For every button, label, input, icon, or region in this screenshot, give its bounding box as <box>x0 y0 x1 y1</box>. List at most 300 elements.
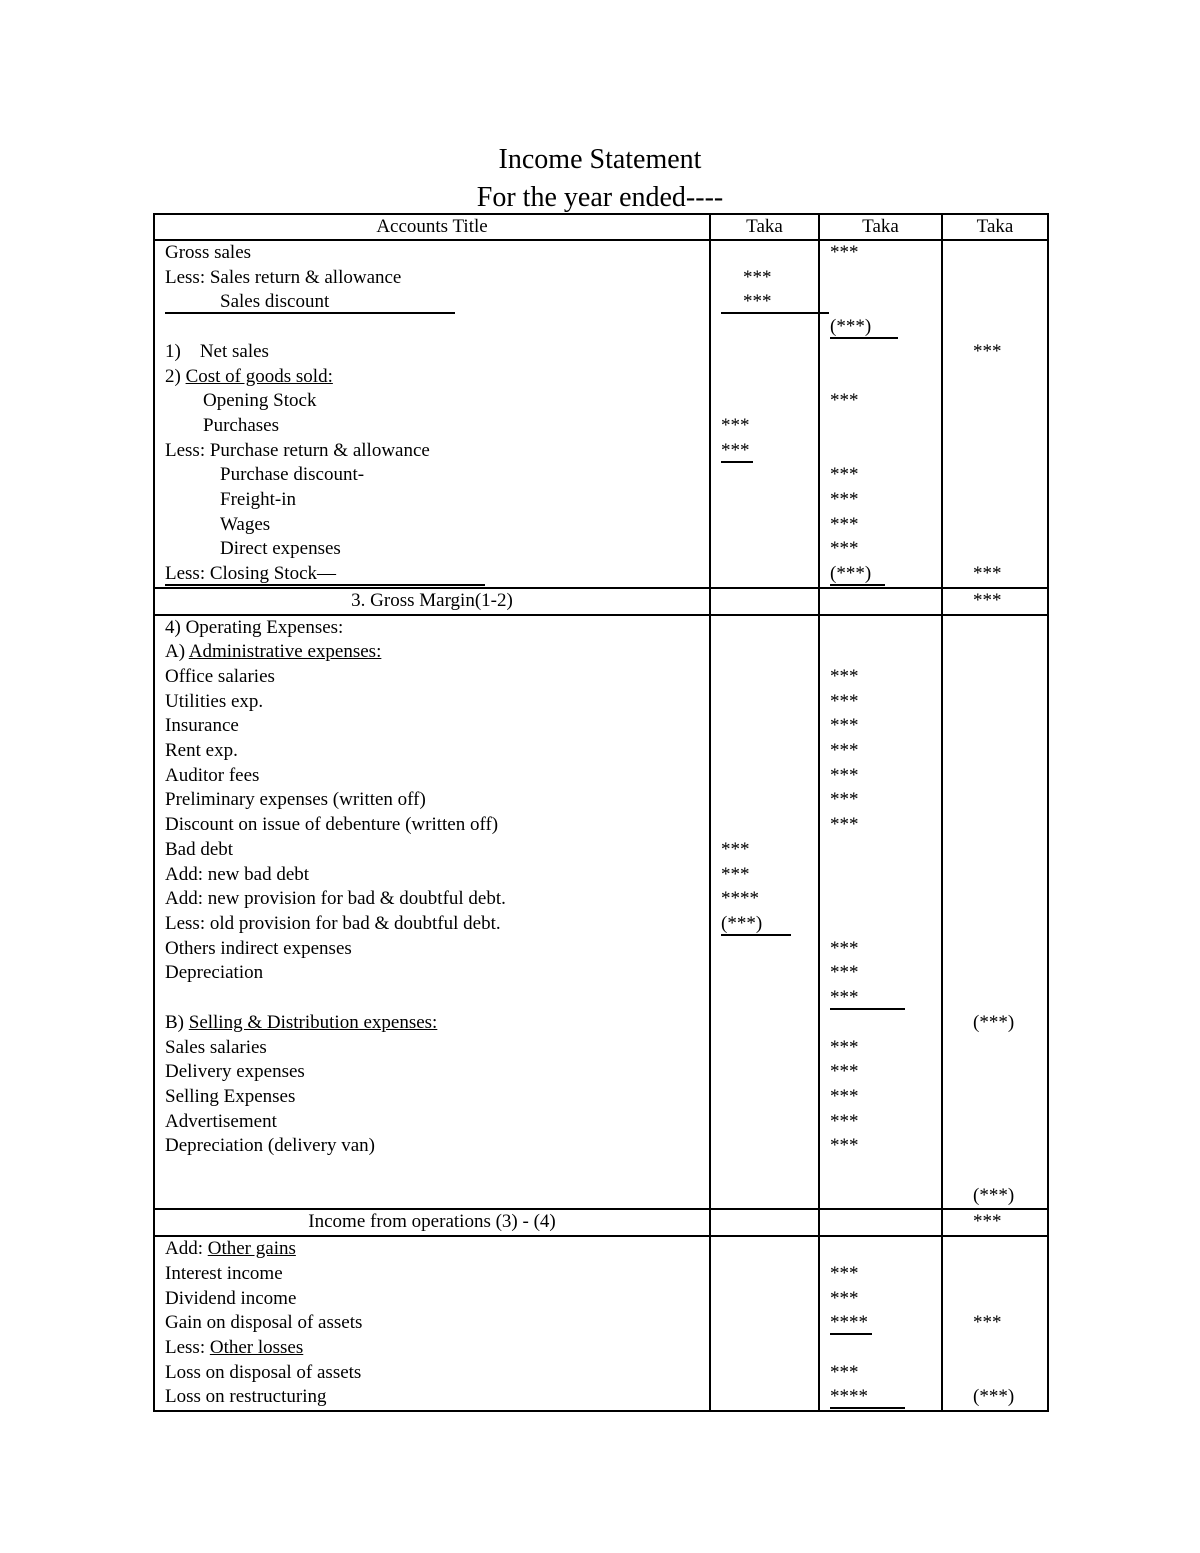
row-label-text: Selling Expenses <box>165 1085 296 1107</box>
row-label-text: Preliminary expenses (written off) <box>165 789 426 811</box>
table-row <box>154 1134 1048 1159</box>
amount-c3 <box>942 764 1048 789</box>
amount-c2 <box>819 665 942 690</box>
table-row <box>154 1085 1048 1110</box>
amount-c3 <box>942 1209 1048 1236</box>
row-label <box>154 640 710 665</box>
table-row <box>154 1209 1048 1236</box>
table-row <box>154 690 1048 715</box>
amount-value: *** <box>973 340 1002 362</box>
amount-c2 <box>819 764 942 789</box>
amount-value: *** <box>830 764 859 786</box>
amount-c2 <box>819 937 942 962</box>
amount-c2 <box>819 1184 942 1210</box>
amount-value: **** <box>721 888 759 910</box>
table-row <box>154 1336 1048 1361</box>
amount-value: *** <box>830 1110 859 1132</box>
amount-value: *** <box>973 1211 1002 1233</box>
table-row <box>154 1110 1048 1135</box>
amount-value: *** <box>830 789 859 811</box>
table-row <box>154 615 1048 641</box>
amount-c3 <box>942 414 1048 439</box>
amount-c2 <box>819 315 942 340</box>
table-row <box>154 1036 1048 1061</box>
row-label <box>154 665 710 690</box>
amount-c2 <box>819 1385 942 1411</box>
row-label <box>154 340 710 365</box>
row-label-prefix: A) <box>165 641 189 663</box>
row-label <box>154 1209 710 1236</box>
amount-c3 <box>942 1060 1048 1085</box>
amount-c1 <box>710 640 819 665</box>
amount-value: *** <box>830 1262 859 1284</box>
row-label-prefix: Add: <box>165 1238 208 1260</box>
amount-c3 <box>942 788 1048 813</box>
amount-c1 <box>710 439 819 464</box>
amount-c3 <box>942 615 1048 641</box>
amount-value: *** <box>830 1085 859 1107</box>
row-label-text: Less: Purchase return & allowance <box>165 439 430 461</box>
row-label <box>154 1011 710 1036</box>
amount-value: *** <box>830 715 859 737</box>
amount-c1 <box>710 1236 819 1262</box>
row-label <box>154 463 710 488</box>
row-label-text: Less: Sales return & allowance <box>165 266 402 288</box>
amount-c2 <box>819 240 942 266</box>
amount-c3 <box>942 937 1048 962</box>
table-row <box>154 439 1048 464</box>
row-label-text: Add: new bad debt <box>165 863 310 885</box>
amount-c2 <box>819 588 942 615</box>
table-row <box>154 588 1048 615</box>
row-label-text: Rent exp. <box>165 740 238 762</box>
amount-c3 <box>942 1336 1048 1361</box>
table-row <box>154 813 1048 838</box>
row-label-prefix: B) <box>165 1011 189 1033</box>
amount-c2 <box>819 640 942 665</box>
statement-title: Income Statement <box>498 144 702 175</box>
row-label-text: Income from operations (3) - (4) <box>308 1211 556 1233</box>
table-row <box>154 764 1048 789</box>
amount-c3 <box>942 365 1048 390</box>
amount-value: *** <box>721 863 750 885</box>
row-label-text: Purchases <box>203 414 279 436</box>
amount-c3 <box>942 266 1048 291</box>
row-label-text: Less: Closing Stock— <box>165 564 485 586</box>
row-label <box>154 863 710 888</box>
amount-c1 <box>710 414 819 439</box>
amount-c3 <box>942 1262 1048 1287</box>
table-row <box>154 986 1048 1011</box>
amount-c2 <box>819 1036 942 1061</box>
row-label-text: Administrative expenses: <box>188 641 382 663</box>
amount-c2 <box>819 986 942 1011</box>
amount-c3 <box>942 1011 1048 1036</box>
amount-value: *** <box>830 513 859 535</box>
amount-c1 <box>710 1085 819 1110</box>
amount-c3 <box>942 1361 1048 1386</box>
amount-c2 <box>819 1011 942 1036</box>
table-row <box>154 1262 1048 1287</box>
amount-c3 <box>942 340 1048 365</box>
amount-c3 <box>942 665 1048 690</box>
amount-c3 <box>942 1385 1048 1411</box>
amount-value: **** <box>830 1387 905 1409</box>
table-row <box>154 488 1048 513</box>
row-label <box>154 513 710 538</box>
table-row <box>154 838 1048 863</box>
amount-c3 <box>942 961 1048 986</box>
table-row <box>154 1361 1048 1386</box>
row-label-text: Other gains <box>207 1238 296 1260</box>
amount-c1 <box>710 1110 819 1135</box>
amount-c3 <box>942 513 1048 538</box>
amount-c1 <box>710 1134 819 1159</box>
amount-c3 <box>942 863 1048 888</box>
amount-c2 <box>819 340 942 365</box>
amount-c1 <box>710 690 819 715</box>
amount-c1 <box>710 1311 819 1336</box>
amount-c3 <box>942 1287 1048 1312</box>
amount-c2 <box>819 488 942 513</box>
row-label-text: Purchase discount- <box>220 464 365 486</box>
amount-c3 <box>942 739 1048 764</box>
amount-c2 <box>819 714 942 739</box>
row-label-text: Others indirect expenses <box>165 937 352 959</box>
table-row <box>154 912 1048 937</box>
amount-c3 <box>942 690 1048 715</box>
amount-value: *** <box>830 1036 859 1058</box>
amount-c1 <box>710 665 819 690</box>
amount-c1 <box>710 764 819 789</box>
amount-value: *** <box>973 1312 1002 1334</box>
statement-subtitle: For the year ended---- <box>476 182 724 213</box>
amount-value: *** <box>830 242 859 263</box>
amount-c3 <box>942 1134 1048 1159</box>
row-label <box>154 1385 710 1411</box>
amount-c1 <box>710 813 819 838</box>
amount-value: *** <box>721 838 750 860</box>
row-label <box>154 290 710 315</box>
row-label-text: Office salaries <box>165 665 275 687</box>
amount-c2 <box>819 838 942 863</box>
amount-c2 <box>819 788 942 813</box>
amount-c3 <box>942 389 1048 414</box>
amount-value: *** <box>830 390 859 412</box>
amount-value: **** <box>830 1313 872 1335</box>
amount-value: *** <box>973 589 1002 611</box>
amount-c3 <box>942 439 1048 464</box>
amount-c1 <box>710 513 819 538</box>
amount-c2 <box>819 1287 942 1312</box>
amount-c1 <box>710 739 819 764</box>
amount-c3 <box>942 1110 1048 1135</box>
amount-c2 <box>819 1085 942 1110</box>
amount-c1 <box>710 912 819 937</box>
row-label <box>154 488 710 513</box>
row-label-text: Interest income <box>165 1262 283 1284</box>
amount-c1 <box>710 1060 819 1085</box>
header-taka-2: Taka <box>819 214 942 240</box>
amount-c3 <box>942 640 1048 665</box>
amount-c2 <box>819 1110 942 1135</box>
amount-value: (***) <box>973 1011 1015 1033</box>
row-label <box>154 1036 710 1061</box>
row-label <box>154 1236 710 1262</box>
amount-c3 <box>942 1159 1048 1184</box>
amount-c3 <box>942 1311 1048 1336</box>
amount-c1 <box>710 1385 819 1411</box>
table-row <box>154 414 1048 439</box>
amount-c1 <box>710 1184 819 1210</box>
amount-value: (***) <box>973 1386 1015 1408</box>
amount-c1 <box>710 1159 819 1184</box>
row-label-prefix: 2) <box>165 365 186 387</box>
row-label-prefix: Less: <box>165 1336 210 1358</box>
row-label <box>154 240 710 266</box>
row-label-text: Depreciation (delivery van) <box>165 1135 375 1157</box>
amount-c1 <box>710 887 819 912</box>
amount-c2 <box>819 615 942 641</box>
amount-c2 <box>819 912 942 937</box>
table-row <box>154 266 1048 291</box>
amount-c2 <box>819 513 942 538</box>
amount-value: *** <box>830 489 859 511</box>
row-label <box>154 615 710 641</box>
amount-value: *** <box>830 1061 859 1083</box>
amount-c1 <box>710 340 819 365</box>
table-row <box>154 290 1048 315</box>
amount-c1 <box>710 365 819 390</box>
amount-c1 <box>710 1209 819 1236</box>
row-label <box>154 739 710 764</box>
row-label <box>154 439 710 464</box>
amount-value: *** <box>721 414 750 436</box>
table-row <box>154 863 1048 888</box>
amount-c2 <box>819 562 942 588</box>
table-row <box>154 537 1048 562</box>
amount-c1 <box>710 240 819 266</box>
row-label-text: Sales discount <box>165 292 455 314</box>
row-label-text: Advertisement <box>165 1110 277 1132</box>
amount-value: *** <box>973 563 1002 585</box>
row-label-text: Loss on disposal of assets <box>165 1361 362 1383</box>
amount-value: *** <box>830 1135 859 1157</box>
amount-c3 <box>942 986 1048 1011</box>
amount-value: *** <box>830 538 859 560</box>
amount-value: *** <box>721 292 829 314</box>
row-label <box>154 1361 710 1386</box>
amount-c2 <box>819 1236 942 1262</box>
row-label-text: Bad debt <box>165 838 234 860</box>
table-row <box>154 665 1048 690</box>
table-row <box>154 389 1048 414</box>
header-taka-1: Taka <box>710 214 819 240</box>
row-label <box>154 414 710 439</box>
amount-c1 <box>710 1011 819 1036</box>
table-header-row <box>154 214 1048 240</box>
row-label-text: 3. Gross Margin(1-2) <box>351 589 513 611</box>
amount-c1 <box>710 266 819 291</box>
amount-c1 <box>710 463 819 488</box>
table-row <box>154 1184 1048 1210</box>
amount-c1 <box>710 290 819 315</box>
row-label-text: Dividend income <box>165 1287 297 1309</box>
table-row <box>154 1311 1048 1336</box>
row-label <box>154 912 710 937</box>
amount-c2 <box>819 1311 942 1336</box>
row-label <box>154 788 710 813</box>
amount-c3 <box>942 537 1048 562</box>
table-row <box>154 640 1048 665</box>
amount-c1 <box>710 537 819 562</box>
amount-c2 <box>819 1134 942 1159</box>
amount-c1 <box>710 315 819 340</box>
amount-c3 <box>942 887 1048 912</box>
row-label <box>154 389 710 414</box>
table-row <box>154 887 1048 912</box>
amount-c3 <box>942 838 1048 863</box>
amount-c2 <box>819 1060 942 1085</box>
row-label <box>154 1085 710 1110</box>
amount-c2 <box>819 414 942 439</box>
row-label-text: Delivery expenses <box>165 1061 305 1083</box>
amount-value: *** <box>830 988 905 1010</box>
amount-c3 <box>942 562 1048 588</box>
amount-value: *** <box>743 266 772 288</box>
amount-c1 <box>710 788 819 813</box>
row-label-text: Cost of goods sold: <box>185 365 333 387</box>
table-row <box>154 937 1048 962</box>
amount-c1 <box>710 1036 819 1061</box>
row-label-text: Opening Stock <box>203 390 317 412</box>
header-accounts-title: Accounts Title <box>154 214 710 240</box>
amount-c2 <box>819 739 942 764</box>
amount-value: (***) <box>721 914 791 936</box>
amount-c1 <box>710 1287 819 1312</box>
amount-c2 <box>819 1159 942 1184</box>
amount-c2 <box>819 266 942 291</box>
row-label-text: Utilities exp. <box>165 690 264 712</box>
table-row <box>154 340 1048 365</box>
row-label <box>154 315 710 340</box>
amount-c2 <box>819 813 942 838</box>
amount-c3 <box>942 1184 1048 1210</box>
row-label-text: Selling & Distribution expenses: <box>188 1011 438 1033</box>
row-label <box>154 764 710 789</box>
row-label-text: Other losses <box>209 1336 304 1358</box>
row-label <box>154 588 710 615</box>
amount-c3 <box>942 290 1048 315</box>
amount-c3 <box>942 714 1048 739</box>
amount-value: *** <box>830 962 859 984</box>
amount-c3 <box>942 1036 1048 1061</box>
table-row <box>154 1236 1048 1262</box>
row-label-text: Sales salaries <box>165 1036 267 1058</box>
amount-c1 <box>710 1361 819 1386</box>
amount-c1 <box>710 562 819 588</box>
amount-c3 <box>942 813 1048 838</box>
amount-value: *** <box>830 937 859 959</box>
table-row <box>154 562 1048 588</box>
row-label <box>154 714 710 739</box>
amount-c2 <box>819 1361 942 1386</box>
amount-c1 <box>710 1262 819 1287</box>
table-row <box>154 1011 1048 1036</box>
table-row <box>154 788 1048 813</box>
amount-c1 <box>710 1336 819 1361</box>
row-label <box>154 937 710 962</box>
amount-c3 <box>942 912 1048 937</box>
row-label <box>154 537 710 562</box>
amount-c3 <box>942 1236 1048 1262</box>
table-row <box>154 714 1048 739</box>
amount-value: (***) <box>830 564 885 586</box>
table-row <box>154 315 1048 340</box>
amount-c2 <box>819 463 942 488</box>
amount-value: *** <box>830 740 859 762</box>
amount-value: (***) <box>973 1184 1015 1206</box>
row-label-text: 4) Operating Expenses: <box>165 616 344 638</box>
row-label-text: Wages <box>220 513 271 535</box>
table-row <box>154 513 1048 538</box>
amount-value: *** <box>721 441 753 463</box>
amount-c3 <box>942 240 1048 266</box>
table-row <box>154 739 1048 764</box>
row-label <box>154 1262 710 1287</box>
table-row <box>154 1287 1048 1312</box>
row-label-text: Insurance <box>165 715 239 737</box>
row-label-text: Loss on restructuring <box>165 1386 327 1408</box>
row-label-text: Discount on issue of debenture (written off) <box>165 814 499 836</box>
amount-c1 <box>710 838 819 863</box>
amount-c2 <box>819 690 942 715</box>
row-label <box>154 1336 710 1361</box>
amount-c2 <box>819 365 942 390</box>
amount-c1 <box>710 615 819 641</box>
table-row <box>154 1159 1048 1184</box>
amount-c2 <box>819 537 942 562</box>
row-label <box>154 838 710 863</box>
amount-c1 <box>710 863 819 888</box>
row-label <box>154 1159 710 1184</box>
amount-c2 <box>819 1336 942 1361</box>
row-label-text: Add: new provision for bad & doubtful debt. <box>165 888 506 910</box>
amount-c1 <box>710 488 819 513</box>
row-label <box>154 562 710 588</box>
row-label-text: Gain on disposal of assets <box>165 1312 363 1334</box>
row-label <box>154 887 710 912</box>
amount-c1 <box>710 961 819 986</box>
amount-c2 <box>819 1262 942 1287</box>
table-row <box>154 961 1048 986</box>
amount-c2 <box>819 439 942 464</box>
row-label <box>154 1311 710 1336</box>
amount-c3 <box>942 1085 1048 1110</box>
amount-value: *** <box>830 814 859 836</box>
row-label <box>154 961 710 986</box>
row-label-text: Freight-in <box>220 489 296 511</box>
income-statement-table <box>153 213 1049 1412</box>
table-row <box>154 463 1048 488</box>
row-label <box>154 986 710 1011</box>
amount-c3 <box>942 463 1048 488</box>
amount-c1 <box>710 937 819 962</box>
row-label-text: Less: old provision for bad & doubtful debt. <box>165 912 501 934</box>
amount-c2 <box>819 863 942 888</box>
table-row <box>154 240 1048 266</box>
amount-c1 <box>710 389 819 414</box>
